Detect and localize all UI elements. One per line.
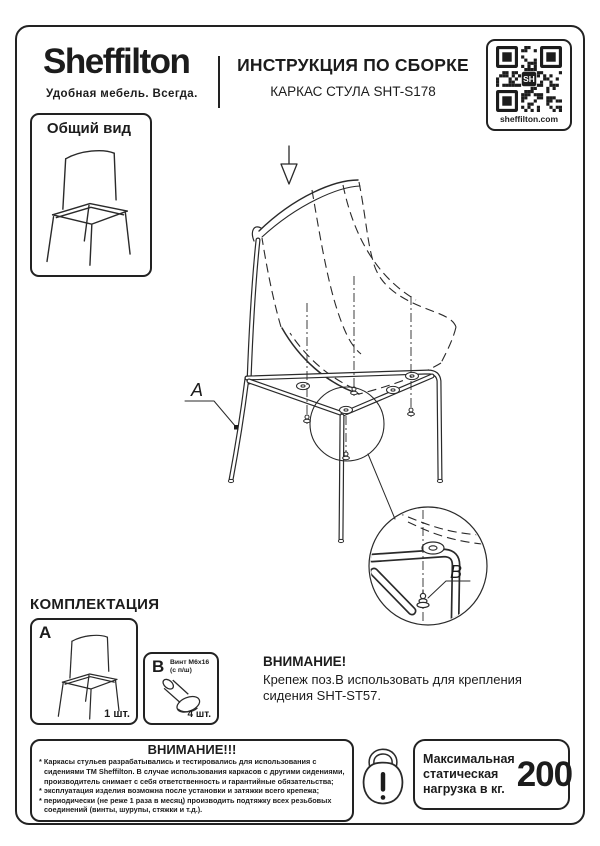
detail-corner-view <box>372 510 482 625</box>
warning-item: * эксплуатация изделия возможна после установки и затяжки всего крепежа; <box>39 786 320 796</box>
seat-shell-dashed <box>259 180 456 394</box>
kit-item-a-id: A <box>39 623 52 642</box>
notice-block <box>263 654 555 704</box>
screw-magnified <box>417 590 429 608</box>
notice-body: Крепеж поз.В использовать для крепления сидения SHT-ST57. <box>263 672 522 703</box>
warning-item: * Каркасы стульев разрабатывались и тестировались для использования с сидениями ТМ Sheffilton. В случае использования каркасов с другими сидениями, производитель снимает с себя ответственность и гарантийные обязательства; <box>39 757 345 786</box>
document-subtitle: КАРКАС СТУЛА SHT-S178 <box>270 84 436 99</box>
qr-caption: sheffilton.com <box>499 114 559 124</box>
diagram-label-b: B <box>450 562 463 582</box>
frame-back-post <box>249 227 261 382</box>
overview-title: Общий вид <box>46 120 132 137</box>
svg-text:SH: SH <box>523 73 535 84</box>
detail-connector-line <box>368 454 395 519</box>
brand-logo: Sheffilton <box>43 42 190 81</box>
header-divider <box>218 56 220 108</box>
kit-item-a-qty: 1 шт. <box>104 708 130 720</box>
qr-code-icon <box>496 46 562 112</box>
kit-item-b-qty: 4 шт. <box>187 709 211 720</box>
kit-item-b-name: Винт М6х16 (с п/ш) <box>170 659 210 675</box>
detail-circle-small <box>310 387 384 461</box>
kettlebell-icon <box>358 742 408 810</box>
chair-frame-thumbnail-icon <box>36 142 142 268</box>
brand-tagline: Удобная мебель. Всегда. <box>46 88 198 100</box>
notice-title: ВНИМАНИЕ! <box>263 654 347 669</box>
assembly-diagram <box>150 128 590 650</box>
kit-item-a-box <box>30 618 138 725</box>
screw-centerlines <box>307 276 411 461</box>
max-load-box <box>413 739 573 810</box>
max-load-value: 200 <box>516 754 573 794</box>
kit-item-b-id: B <box>152 657 165 676</box>
qr-code-box <box>486 39 572 131</box>
warning-title: ВНИМАНИЕ!!! <box>147 742 237 757</box>
down-arrow-icon <box>281 146 297 184</box>
diagram-label-a: A <box>191 380 204 400</box>
warning-box <box>30 739 354 822</box>
kit-title: КОМПЛЕКТАЦИЯ <box>30 596 160 613</box>
kit-item-b-box <box>143 652 219 725</box>
warning-item: * периодически (не реже 1 раза в месяц) производить подтяжку всех резьбовых соединений (винты, шурупы, стяжки и т.д.). <box>39 795 332 815</box>
max-load-label: Максимальная статическая нагрузка в кг. <box>423 752 515 796</box>
document-title: ИНСТРУКЦИЯ ПО СБОРКЕ <box>237 55 469 75</box>
frame-rails-and-legs <box>228 372 442 543</box>
diagram-label-a-group <box>185 380 239 430</box>
